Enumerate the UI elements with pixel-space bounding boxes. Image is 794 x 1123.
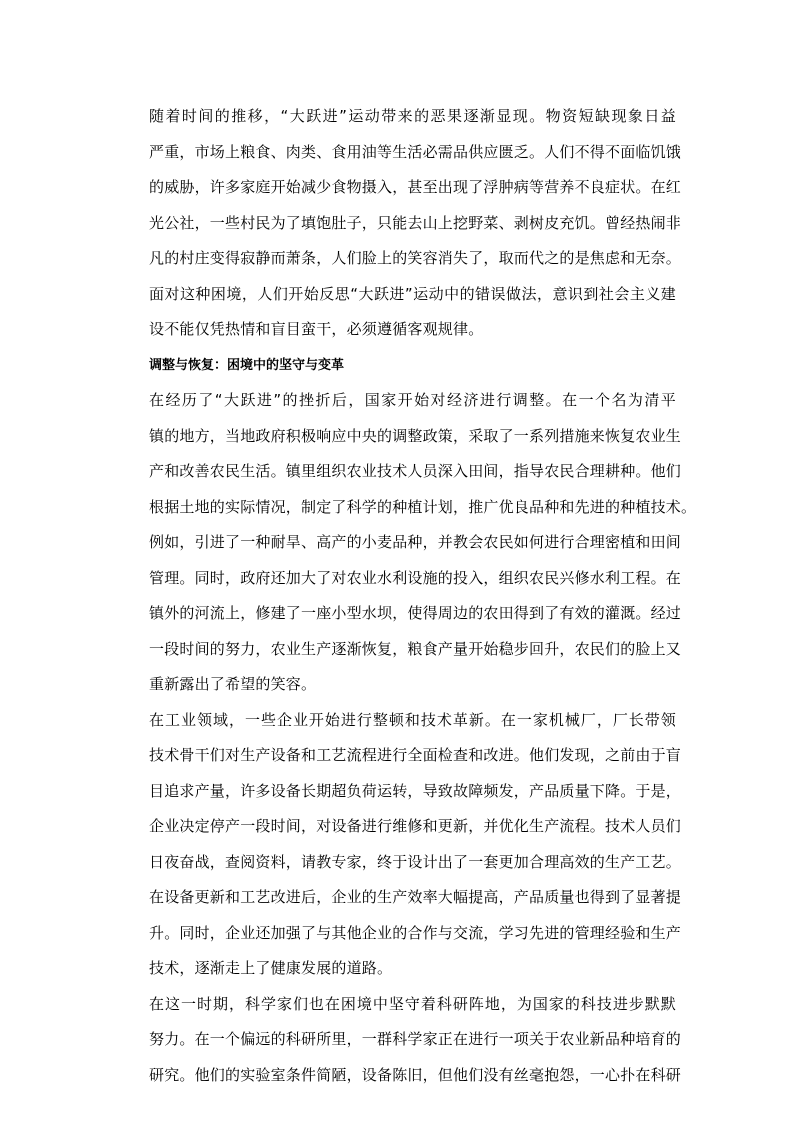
text-line: 研究。他们的实验室条件简陋，设备陈旧，但他们没有丝毫抱怨，一心扑在科研 bbox=[149, 1065, 682, 1084]
paragraph-agriculture bbox=[119, 383, 697, 703]
text-line: 目追求产量，许多设备长期超负荷运转，导致故障频发，产品质量下降。于是， bbox=[149, 781, 682, 800]
text-line: 凡的村庄变得寂静而萧条，人们脸上的笑容消失了，取而代之的是焦虑和无奈。 bbox=[149, 249, 682, 267]
text-line: 的威胁，许多家庭开始减少食物摄入，甚至出现了浮肿病等营养不良症状。在红 bbox=[149, 178, 682, 196]
text-line: 光公社，一些村民为了填饱肚子，只能去山上挖野菜、剥树皮充饥。曾经热闹非 bbox=[149, 213, 682, 232]
text-line: 在这一时期，科学家们也在困境中坚守着科研阵地，为国家的科技进步默默 bbox=[149, 994, 676, 1013]
text-line: 例如，引进了一种耐旱、高产的小麦品种，并教会农民如何进行合理密植和田间 bbox=[149, 533, 682, 551]
document-page bbox=[119, 99, 697, 1093]
text-line: 随着时间的推移，“大跃进”运动带来的恶果逐渐显现。物资短缺现象日益 bbox=[149, 107, 676, 125]
text-line: 技术，逐渐走上了健康发展的道路。 bbox=[149, 959, 393, 977]
text-line: 升。同时，企业还加强了与其他企业的合作与交流，学习先进的管理经验和生产 bbox=[149, 923, 682, 942]
text-line: 一段时间的努力，农业生产逐渐恢复，粮食产量开始稳步回升，农民们的脸上又 bbox=[149, 639, 682, 658]
text-line: 产和改善农民生活。镇里组织农业技术人员深入田间，指导农民合理耕种。他们 bbox=[149, 462, 682, 480]
text-line: 在工业领域，一些企业开始进行整顿和技术革新。在一家机械厂，厂长带领 bbox=[149, 710, 676, 729]
text-line: 严重，市场上粮食、肉类、食用油等生活必需品供应匮乏。人们不得不面临饥饿 bbox=[149, 142, 682, 161]
text-line: 努力。在一个偏远的科研所里，一群科学家正在进行一项关于农业新品种培育的 bbox=[149, 1030, 682, 1048]
text-line: 根据土地的实际情况，制定了科学的种植计划，推广优良品种和先进的种植技术。 bbox=[149, 497, 697, 516]
paragraph-industry bbox=[119, 703, 682, 987]
text-line: 管理。同时，政府还加大了对农业水利设施的投入，组织农民兴修水利工程。在 bbox=[149, 568, 682, 587]
paragraph-consequences bbox=[119, 99, 682, 348]
paragraph-science bbox=[119, 987, 682, 1094]
text-line: 企业决定停产一段时间，对设备进行维修和更新，并优化生产流程。技术人员们 bbox=[149, 817, 682, 835]
text-line: 日夜奋战，查阅资料，请教专家，终于设计出了一套更加合理高效的生产工艺。 bbox=[149, 852, 682, 871]
text-line: 在设备更新和工艺改进后，企业的生产效率大幅提高，产品质量也得到了显著提 bbox=[149, 888, 682, 906]
text-line: 设不能仅凭热情和盲目蛮干，必须遵循客观规律。 bbox=[149, 320, 484, 338]
text-line: 在经历了“大跃进”的挫折后，国家开始对经济进行调整。在一个名为清平 bbox=[149, 391, 676, 409]
text-line: 技术骨干们对生产设备和工艺流程进行全面检查和改进。他们发现，之前由于盲 bbox=[149, 746, 682, 764]
section-heading bbox=[119, 348, 676, 384]
section-heading-text: 调整与恢复：困境中的坚守与变革 bbox=[149, 357, 345, 373]
text-line: 镇的地方，当地政府积极响应中央的调整政策，采取了一系列措施来恢复农业生 bbox=[149, 426, 682, 445]
text-line: 镇外的河流上，修建了一座小型水坝，使得周边的农田得到了有效的灌溉。经过 bbox=[149, 604, 682, 622]
text-line: 面对这种困境，人们开始反思“大跃进”运动中的错误做法，意识到社会主义建 bbox=[149, 284, 676, 303]
text-line: 重新露出了希望的笑容。 bbox=[149, 675, 317, 693]
